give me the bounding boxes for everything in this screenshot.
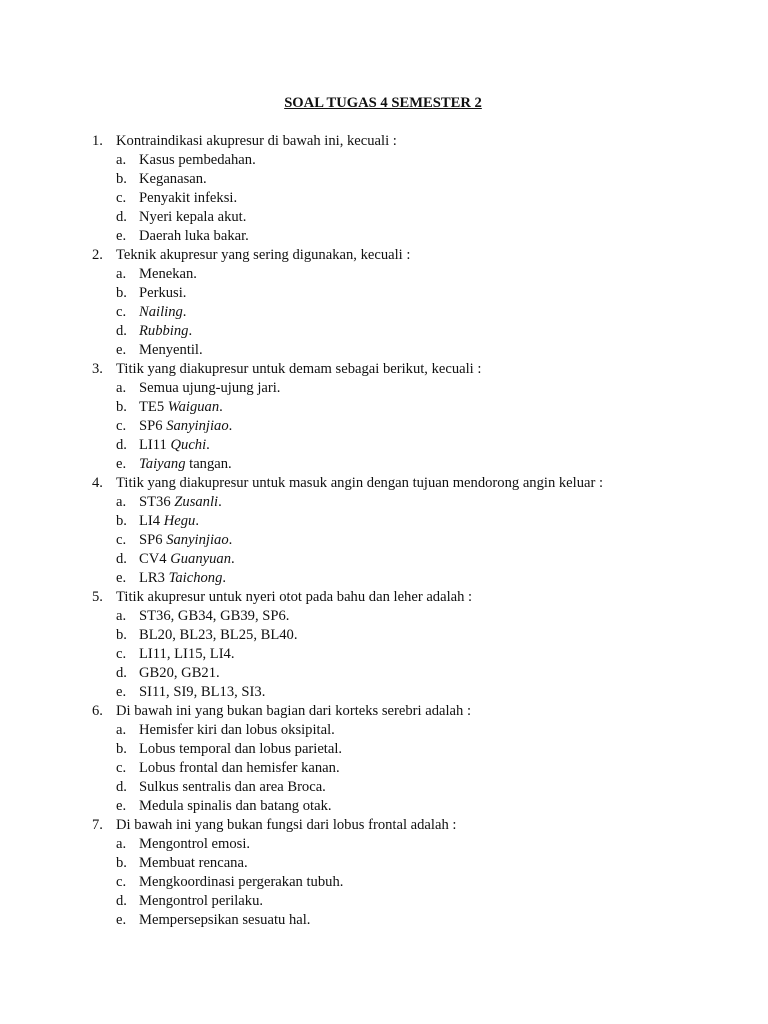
option-plain-text: Nyeri kepala akut. xyxy=(139,209,247,225)
option-text xyxy=(139,455,232,474)
question-text: Titik yang diakupresur untuk masuk angin dengan tujuan mendorong angin keluar : xyxy=(116,475,604,491)
option-letter: c. xyxy=(116,874,127,890)
option-item xyxy=(0,455,768,474)
option-letter: d. xyxy=(116,665,127,681)
option-text xyxy=(139,379,280,398)
option-item xyxy=(0,512,768,531)
option-italic-term: Sanyinjiao xyxy=(166,418,229,434)
option-item xyxy=(0,322,768,341)
option-trailing-text: tangan. xyxy=(185,456,232,472)
question-item xyxy=(0,816,768,930)
option-plain-text: TE5 xyxy=(139,399,168,415)
option-item xyxy=(0,759,768,778)
option-italic-term: Rubbing xyxy=(139,323,189,339)
option-text xyxy=(139,227,249,246)
option-list xyxy=(0,493,768,588)
option-letter: c. xyxy=(116,304,127,320)
question-line xyxy=(0,360,768,379)
option-text xyxy=(139,322,192,341)
option-text xyxy=(139,683,265,702)
option-letter: a. xyxy=(116,494,127,510)
option-plain-text: Semua ujung-ujung jari. xyxy=(139,380,281,396)
option-item xyxy=(0,835,768,854)
option-letter: d. xyxy=(116,779,127,795)
option-letter: a. xyxy=(116,380,127,396)
option-text xyxy=(139,873,343,892)
option-letter: c. xyxy=(116,418,127,434)
option-text xyxy=(139,797,332,816)
option-letter: c. xyxy=(116,760,127,776)
option-item xyxy=(0,265,768,284)
option-letter: a. xyxy=(116,266,127,282)
option-plain-text: LR3 xyxy=(139,570,169,586)
option-letter: a. xyxy=(116,608,127,624)
question-list xyxy=(0,132,768,930)
option-letter: a. xyxy=(116,836,127,852)
option-trailing-text: . xyxy=(231,551,235,567)
option-item xyxy=(0,531,768,550)
option-italic-term: Nailing xyxy=(139,304,183,320)
option-italic-term: Sanyinjiao xyxy=(166,532,229,548)
option-letter: e. xyxy=(116,912,127,928)
option-letter: d. xyxy=(116,893,127,909)
option-item xyxy=(0,227,768,246)
option-trailing-text: . xyxy=(222,570,227,586)
option-italic-term: Taiyang xyxy=(139,456,186,472)
option-text xyxy=(139,645,235,664)
option-item xyxy=(0,626,768,645)
option-letter: a. xyxy=(116,152,127,168)
option-text xyxy=(139,265,197,284)
option-letter: c. xyxy=(116,646,127,662)
option-text xyxy=(139,531,232,550)
option-text xyxy=(139,740,342,759)
option-text xyxy=(139,569,226,588)
option-item xyxy=(0,911,768,930)
option-letter: d. xyxy=(116,551,127,567)
option-plain-text: Lobus frontal dan hemisfer kanan. xyxy=(139,760,340,776)
option-plain-text: CV4 xyxy=(139,551,171,567)
option-item xyxy=(0,417,768,436)
option-letter: c. xyxy=(116,532,127,548)
question-line xyxy=(0,474,768,493)
option-letter: e. xyxy=(116,570,127,586)
option-plain-text: Medula spinalis dan batang otak. xyxy=(139,798,332,814)
option-item xyxy=(0,170,768,189)
option-item xyxy=(0,569,768,588)
option-item xyxy=(0,208,768,227)
option-text xyxy=(139,512,199,531)
option-text xyxy=(139,759,340,778)
option-letter: d. xyxy=(116,437,127,453)
option-trailing-text: . xyxy=(195,513,200,529)
option-text xyxy=(139,341,203,360)
option-text xyxy=(139,626,298,645)
option-trailing-text: . xyxy=(228,532,233,548)
option-plain-text: Penyakit infeksi. xyxy=(139,190,238,206)
question-number: 7. xyxy=(92,817,103,833)
option-text xyxy=(139,721,335,740)
option-text xyxy=(139,911,310,930)
option-letter: a. xyxy=(116,722,127,738)
option-plain-text: Sulkus sentralis dan area Broca. xyxy=(139,779,326,795)
option-italic-term: Quchi xyxy=(170,437,207,453)
option-letter: b. xyxy=(116,285,127,301)
question-item xyxy=(0,132,768,246)
question-number: 4. xyxy=(92,475,103,491)
option-plain-text: Keganasan. xyxy=(139,171,207,187)
option-plain-text: Perkusi. xyxy=(139,285,187,301)
option-text xyxy=(139,170,207,189)
option-letter: c. xyxy=(116,190,127,206)
option-item xyxy=(0,797,768,816)
question-text: Di bawah ini yang bukan fungsi dari lobus frontal adalah : xyxy=(116,817,457,833)
option-italic-term: Waiguan xyxy=(167,399,220,415)
option-item xyxy=(0,645,768,664)
option-item xyxy=(0,892,768,911)
option-plain-text: Mengontrol emosi. xyxy=(139,836,251,852)
option-plain-text: Daerah luka bakar. xyxy=(139,228,249,244)
option-list xyxy=(0,721,768,816)
option-italic-term: Hegu xyxy=(163,513,196,529)
option-item xyxy=(0,151,768,170)
option-text xyxy=(139,664,220,683)
option-plain-text: SP6 xyxy=(139,418,167,434)
option-letter: b. xyxy=(116,171,127,187)
option-list xyxy=(0,379,768,474)
option-text xyxy=(139,892,263,911)
option-plain-text: Menekan. xyxy=(139,266,197,282)
question-text: Kontraindikasi akupresur di bawah ini, kecuali : xyxy=(116,133,397,149)
option-letter: b. xyxy=(116,513,127,529)
option-letter: e. xyxy=(116,684,127,700)
option-plain-text: Mengontrol perilaku. xyxy=(139,893,264,909)
option-item xyxy=(0,607,768,626)
question-text: Di bawah ini yang bukan bagian dari korteks serebri adalah : xyxy=(116,703,471,719)
option-plain-text: Hemisfer kiri dan lobus oksipital. xyxy=(139,722,335,738)
option-item xyxy=(0,379,768,398)
option-list xyxy=(0,265,768,360)
question-number: 6. xyxy=(92,703,103,719)
option-item xyxy=(0,740,768,759)
option-plain-text: SI11, SI9, BL13, SI3. xyxy=(139,684,266,700)
option-text xyxy=(139,436,210,455)
option-letter: b. xyxy=(116,627,127,643)
option-item xyxy=(0,664,768,683)
question-line xyxy=(0,588,768,607)
option-letter: e. xyxy=(116,456,127,472)
option-plain-text: ST36, GB34, GB39, SP6. xyxy=(139,608,290,624)
option-item xyxy=(0,341,768,360)
option-text xyxy=(139,208,246,227)
question-item xyxy=(0,588,768,702)
option-letter: d. xyxy=(116,323,127,339)
question-item xyxy=(0,360,768,474)
option-list xyxy=(0,151,768,246)
option-letter: e. xyxy=(116,798,127,814)
option-plain-text: Menyentil. xyxy=(139,342,203,358)
document-title: SOAL TUGAS 4 SEMESTER 2 xyxy=(284,95,482,111)
question-text: Titik yang diakupresur untuk demam sebagai berikut, kecuali : xyxy=(116,361,482,377)
question-text: Titik akupresur untuk nyeri otot pada bahu dan leher adalah : xyxy=(116,589,473,605)
option-item xyxy=(0,721,768,740)
question-text: Teknik akupresur yang sering digunakan, kecuali : xyxy=(116,247,411,263)
option-item xyxy=(0,550,768,569)
option-text xyxy=(139,189,237,208)
question-item xyxy=(0,474,768,588)
option-italic-term: Zusanli xyxy=(174,494,219,510)
option-plain-text: LI4 xyxy=(139,513,164,529)
option-text xyxy=(139,854,248,873)
option-item xyxy=(0,189,768,208)
option-plain-text: LI11 xyxy=(139,437,171,453)
option-letter: d. xyxy=(116,209,127,225)
option-plain-text: GB20, GB21. xyxy=(139,665,220,681)
option-item xyxy=(0,303,768,322)
option-item xyxy=(0,683,768,702)
option-item xyxy=(0,436,768,455)
option-item xyxy=(0,398,768,417)
option-letter: b. xyxy=(116,741,127,757)
question-number: 2. xyxy=(92,247,103,263)
option-item xyxy=(0,493,768,512)
option-text xyxy=(139,151,256,170)
option-text xyxy=(139,835,250,854)
question-line xyxy=(0,816,768,835)
option-trailing-text: . xyxy=(218,494,222,510)
option-trailing-text: . xyxy=(228,418,233,434)
option-plain-text: Membuat rencana. xyxy=(139,855,248,871)
option-text xyxy=(139,417,232,436)
option-plain-text: Lobus temporal dan lobus parietal. xyxy=(139,741,343,757)
option-plain-text: ST36 xyxy=(139,494,175,510)
option-trailing-text: . xyxy=(206,437,210,453)
option-plain-text: BL20, BL23, BL25, BL40. xyxy=(139,627,298,643)
option-letter: b. xyxy=(116,399,127,415)
option-item xyxy=(0,854,768,873)
option-plain-text: Kasus pembedahan. xyxy=(139,152,256,168)
option-plain-text: SP6 xyxy=(139,532,167,548)
question-number: 1. xyxy=(92,133,103,149)
option-trailing-text: . xyxy=(188,323,193,339)
option-text xyxy=(139,284,186,303)
question-line xyxy=(0,132,768,151)
question-item xyxy=(0,702,768,816)
option-trailing-text: . xyxy=(182,304,187,320)
option-text xyxy=(139,493,222,512)
question-line xyxy=(0,246,768,265)
option-text xyxy=(139,778,326,797)
option-letter: e. xyxy=(116,228,127,244)
option-plain-text: LI11, LI15, LI4. xyxy=(139,646,235,662)
option-list xyxy=(0,607,768,702)
option-plain-text: Mempersepsikan sesuatu hal. xyxy=(139,912,311,928)
option-text xyxy=(139,550,235,569)
option-italic-term: Taichong xyxy=(168,570,223,586)
option-plain-text: Mengkoordinasi pergerakan tubuh. xyxy=(139,874,344,890)
question-number: 5. xyxy=(92,589,103,605)
question-item xyxy=(0,246,768,360)
option-text xyxy=(139,398,223,417)
option-list xyxy=(0,835,768,930)
option-letter: e. xyxy=(116,342,127,358)
option-item xyxy=(0,284,768,303)
option-text xyxy=(139,607,289,626)
option-italic-term: Guanyuan xyxy=(170,551,232,567)
option-text xyxy=(139,303,186,322)
question-number: 3. xyxy=(92,361,103,377)
option-item xyxy=(0,778,768,797)
question-line xyxy=(0,702,768,721)
option-trailing-text: . xyxy=(219,399,223,415)
option-letter: b. xyxy=(116,855,127,871)
option-item xyxy=(0,873,768,892)
